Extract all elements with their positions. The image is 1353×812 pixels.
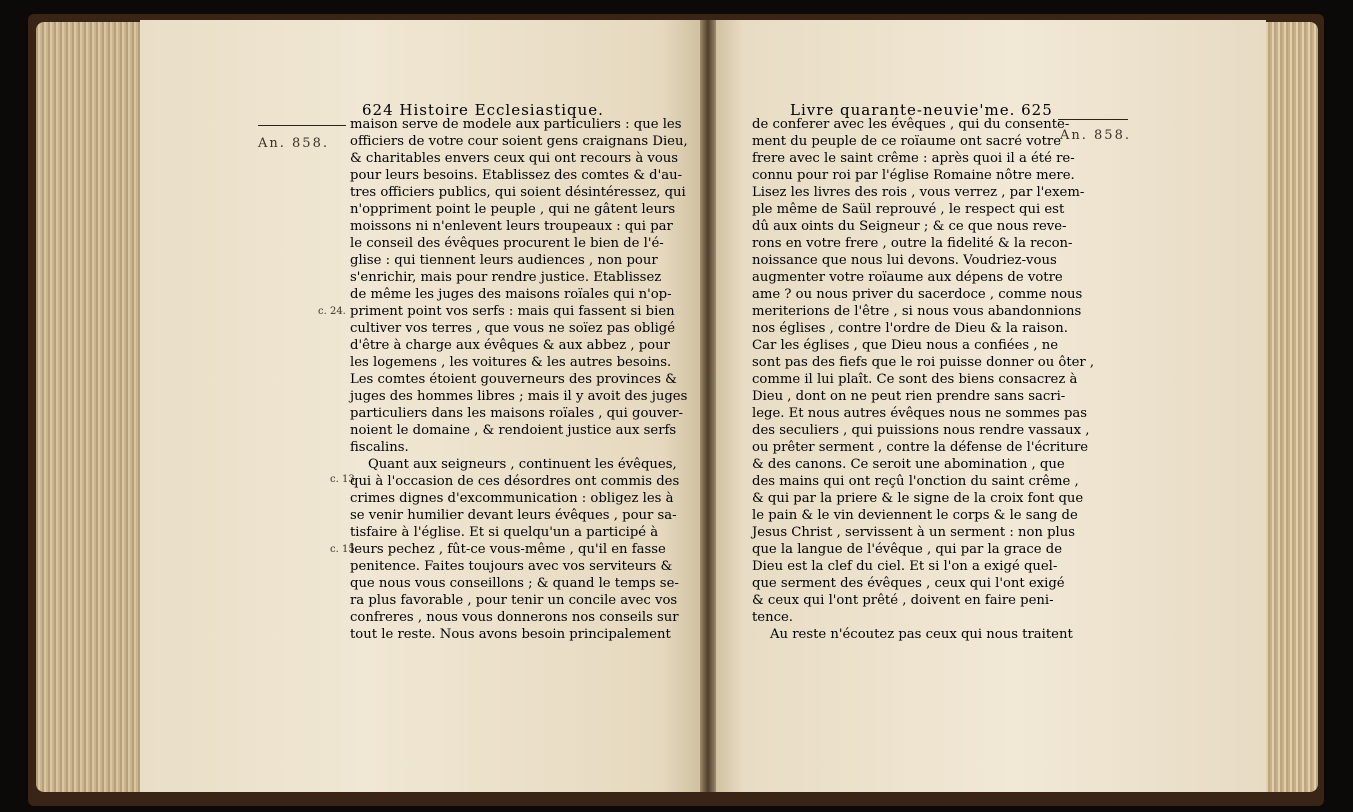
text-line: & charitables envers ceux qui ont recours à vous — [350, 151, 679, 166]
left-year-note: An. 858. — [258, 136, 329, 151]
left-running-head: 624 Histoire Ecclesiastique. — [362, 101, 604, 119]
text-line: les logemens , les voitures & les autres besoins. — [350, 355, 672, 370]
right-body-text — [752, 116, 1094, 643]
text-line: frere avec le saint crême : après quoi il a été re- — [752, 151, 1075, 166]
text-line: le conseil des évêques procurent le bien de l'é- — [350, 236, 664, 251]
text-line: meriterions de l'être , si nous vous abandonnions — [752, 304, 1082, 319]
right-year-note: An. 858. — [1060, 128, 1131, 143]
text-line: Au reste n'écoutez pas ceux qui nous traitent — [770, 627, 1073, 642]
text-line: & ceux qui l'ont prêté , doivent en faire peni- — [752, 593, 1054, 608]
text-line: dû aux oints du Seigneur ; & ce que nous reve- — [752, 219, 1067, 234]
text-line: de conferer avec les évêques , qui du consente- — [752, 117, 1070, 132]
text-line: Dieu est la clef du ciel. Et si l'on a exigé quel- — [752, 559, 1058, 574]
left-head-rule — [258, 125, 346, 126]
left-margin-note-1: c. 24. — [318, 306, 346, 317]
text-line: noissance que nous lui devons. Voudriez-vous — [752, 253, 1057, 268]
text-line: Les comtes étoient gouverneurs des provinces & — [350, 372, 677, 387]
text-line: nos églises , contre l'ordre de Dieu & la raison. — [752, 321, 1068, 336]
text-line: tence. — [752, 610, 793, 625]
text-line: des seculiers , qui puissions nous rendre vassaux , — [752, 423, 1090, 438]
text-line: Jesus Christ , servissent à un serment : non plus — [752, 525, 1076, 540]
text-line: d'être à charge aux évêques & aux abbez , pour — [350, 338, 670, 353]
text-line: Car les églises , que Dieu nous a confiées , ne — [752, 338, 1059, 353]
text-line: n'oppriment point le peuple , qui ne gâtent leurs — [350, 202, 676, 217]
text-line: sont pas des fiefs que le roi puisse donner ou ôter , — [752, 355, 1095, 370]
text-line: le pain & le vin deviennent le corps & le sang de — [752, 508, 1078, 523]
text-line: pour leurs besoins. Etablissez des comtes & d'au- — [350, 168, 683, 183]
text-line: connu pour roi par l'église Romaine nôtre mere. — [752, 168, 1075, 183]
text-line: ou prêter serment , contre la défense de l'écriture — [752, 440, 1089, 455]
book-gutter — [700, 20, 716, 792]
text-line: particuliers dans les maisons roïales , qui gouver- — [350, 406, 683, 421]
text-line: Lisez les livres des rois , vous verrez , par l'exem- — [752, 185, 1085, 200]
text-line: qui à l'occasion de ces désordres ont commis des — [350, 474, 680, 489]
left-body-text — [350, 116, 688, 643]
text-line: Quant aux seigneurs , continuent les évêques, — [368, 457, 677, 472]
text-line: leurs pechez , fût-ce vous-même , qu'il en fasse — [350, 542, 666, 557]
text-line: tout le reste. Nous avons besoin principalement — [350, 627, 671, 642]
text-line: que serment des évêques , ceux qui l'ont exigé — [752, 576, 1065, 591]
text-line: de même les juges des maisons roïales qui n'op- — [350, 287, 672, 302]
text-line: lege. Et nous autres évêques nous ne sommes pas — [752, 406, 1088, 421]
text-line: ple même de Saül reprouvé , le respect qui est — [752, 202, 1065, 217]
text-line: rons en votre frere , outre la fidelité & la recon- — [752, 236, 1073, 251]
show-through-text — [1090, 290, 1160, 350]
text-line: Dieu , dont on ne peut rien prendre sans sacri- — [752, 389, 1066, 404]
text-line: ra plus favorable , pour tenir un concile avec vos — [350, 593, 678, 608]
left-margin-note-2: c. 13. — [330, 474, 358, 485]
text-line: fiscalins. — [350, 440, 409, 455]
text-line: juges des hommes libres ; mais il y avoit des juges — [350, 389, 688, 404]
text-line: s'enrichir, mais pour rendre justice. Etablissez — [350, 270, 662, 285]
text-line: ame ? ou nous priver du sacerdoce , comme nous — [752, 287, 1083, 302]
text-line: glise : qui tiennent leurs audiences , non pour — [350, 253, 658, 268]
text-line: crimes dignes d'excommunication : obligez les à — [350, 491, 674, 506]
text-line: ment du peuple de ce roïaume ont sacré votre — [752, 134, 1061, 149]
text-line: que nous vous conseillons ; & quand le temps se- — [350, 576, 679, 591]
text-line: tres officiers publics, qui soient désintéressez, qui — [350, 185, 686, 200]
text-line: que la langue de l'évêque , qui par la grace de — [752, 542, 1063, 557]
text-line: tisfaire à l'église. Et si quelqu'un a participé à — [350, 525, 659, 540]
text-line: & des canons. Ce seroit une abomination , que — [752, 457, 1065, 472]
text-line: se venir humilier devant leurs évêques , pour sa- — [350, 508, 677, 523]
text-line: maison serve de modele aux particuliers : que les — [350, 117, 682, 132]
text-line: & qui par la priere & le signe de la croix font que — [752, 491, 1084, 506]
text-line: des mains qui ont reçû l'onction du saint crême , — [752, 474, 1079, 489]
text-line: noient le domaine , & rendoient justice aux serfs — [350, 423, 677, 438]
text-line: officiers de votre cour soient gens craignans Dieu, — [350, 134, 688, 149]
right-running-head: Livre quarante-neuvie'me. 625 — [790, 101, 1053, 119]
text-line: comme il lui plaît. Ce sont des biens consacrez à — [752, 372, 1078, 387]
left-page-edges — [36, 22, 146, 792]
text-line: confreres , nous vous donnerons nos conseils sur — [350, 610, 679, 625]
text-line: penitence. Faites toujours avec vos serviteurs & — [350, 559, 673, 574]
text-line: cultiver vos terres , que vous ne soïez pas obligé — [350, 321, 676, 336]
left-margin-note-3: c. 15. — [330, 544, 358, 555]
text-line: moissons ni n'enlevent leurs troupeaux : qui par — [350, 219, 673, 234]
text-line: augmenter votre roïaume aux dépens de votre — [752, 270, 1063, 285]
text-line: priment point vos serfs : mais qui fassent si bien — [350, 304, 675, 319]
